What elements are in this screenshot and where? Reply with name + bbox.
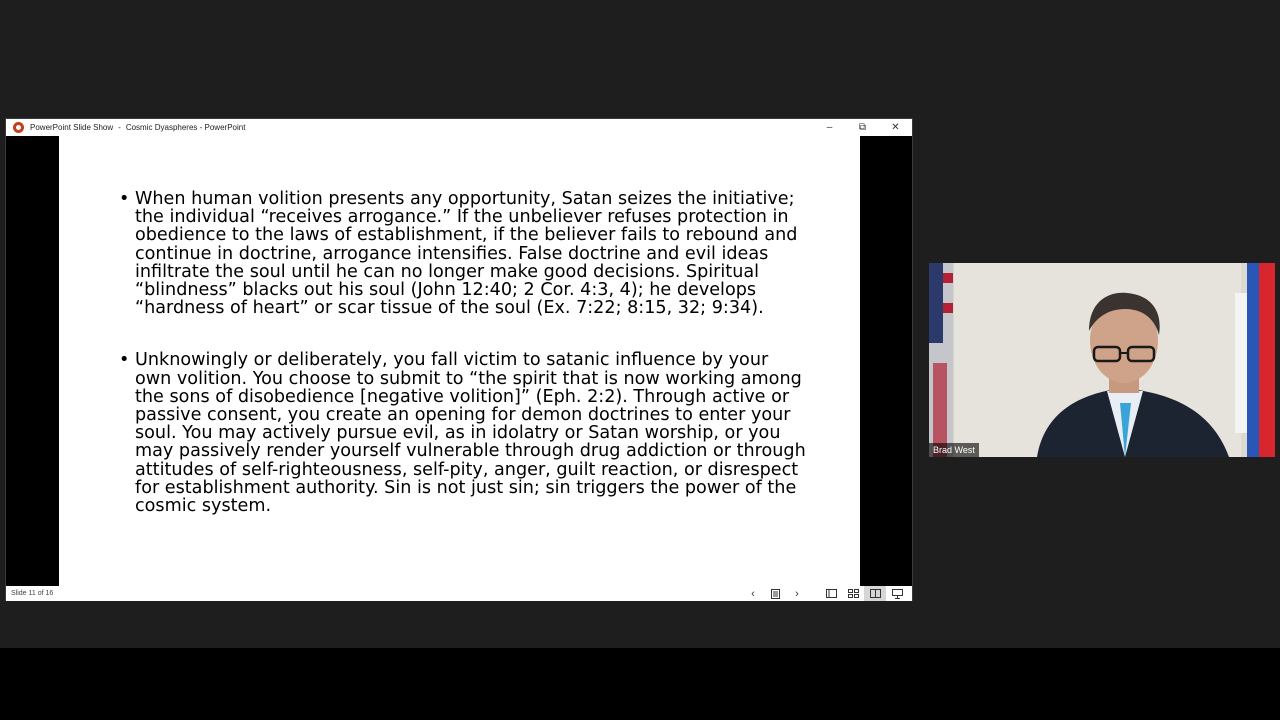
restore-button[interactable]: ⧉ <box>858 122 867 133</box>
powerpoint-window <box>5 118 913 601</box>
window-controls <box>813 119 912 136</box>
bullet-text: When human volition presents any opportunity, Satan seizes the initiative; the individual “receives arrogance.” If the unbeliever refuses protection in obedience to the laws of establishment, if the believer fails to rebound and continue in doctrine, arrogance intensifies. False doctrine and evil ideas infiltrate the soul until he can no longer make good decisions. Spiritual “blindness” blacks out his soul (John 12:40; 2 Cor. 4:3, 4); he develops “hardness of heart” or scar tissue of the soul (Ex. 7:22; 8:15, 32; 9:34). <box>135 189 798 319</box>
bullet-item <box>119 351 809 515</box>
speaker-video-frame <box>929 263 1275 457</box>
previous-slide-button[interactable]: ‹ <box>751 587 755 600</box>
slide-picker-icon[interactable] <box>764 586 786 601</box>
normal-view-icon[interactable] <box>820 586 842 601</box>
close-button[interactable]: ✕ <box>891 122 900 133</box>
next-slide-button[interactable]: › <box>795 587 799 600</box>
participant-name: Brad West <box>929 443 979 457</box>
slide[interactable] <box>59 136 860 586</box>
title-bar <box>6 119 912 136</box>
powerpoint-logo-icon <box>13 122 24 133</box>
minimize-button[interactable]: – <box>826 122 833 133</box>
bullet-dot: • <box>119 189 130 209</box>
bottom-black-band <box>0 648 1280 720</box>
statusbar-controls <box>742 586 908 601</box>
bullet-text: Unknowingly or deliberately, you fall victim to satanic influence by your own volition. You choose to submit to “the spirit that is now working among the sons of disobedience [negative volition]” (Eph. 2:2). Through active or passive consent, you create an opening for demon doctrines to enter your soul. You may actively pursue evil, as in idolatry or Satan worship, or you may passively render yourself vulnerable through drug addiction or through attitudes of self-righteousness, self-pity, anger, guilt reaction, or disrespect for establishment authority. Sin is not just sin; sin triggers the power of the cosmic system. <box>135 350 806 517</box>
reading-view-icon[interactable] <box>864 586 886 601</box>
status-bar <box>6 586 912 601</box>
bullet-dot: • <box>119 350 130 371</box>
bullet-list <box>119 190 809 515</box>
participant-video-tile[interactable] <box>929 263 1275 457</box>
slide-show-icon[interactable] <box>886 586 908 601</box>
slide-counter: Slide 11 of 16 <box>11 590 54 597</box>
slide-sorter-icon[interactable] <box>842 586 864 601</box>
document-title: Cosmic Dyaspheres - PowerPoint <box>125 123 246 132</box>
title-separator: - <box>118 123 121 132</box>
app-title: PowerPoint Slide Show <box>30 123 114 132</box>
slide-stage <box>6 136 912 586</box>
bullet-item <box>119 190 809 317</box>
